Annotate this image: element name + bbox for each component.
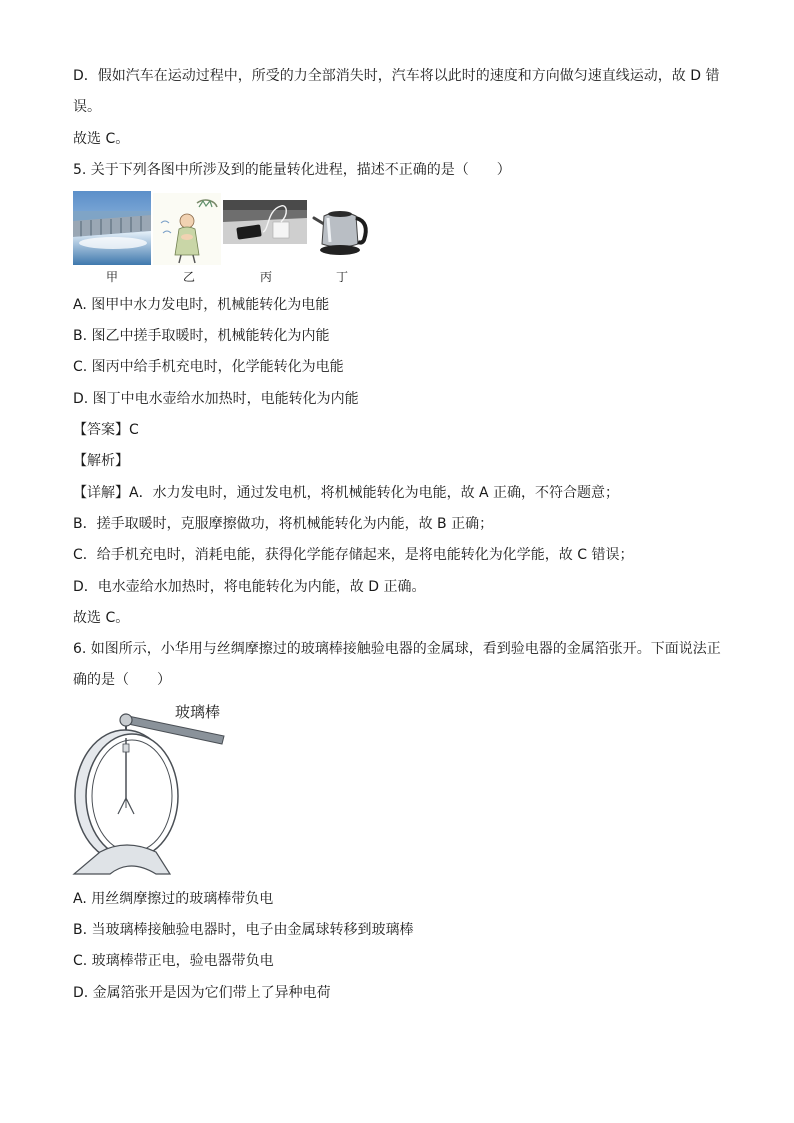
q5-analysis-line-b: B．搓手取暖时，克服摩擦做功，将机械能转化为内能，故 B 正确； — [73, 516, 494, 532]
rubbing-hands-image — [153, 193, 221, 265]
hydro-dam-image — [73, 191, 151, 265]
q6-option-c: C. 玻璃棒带正电，验电器带负电 — [73, 953, 274, 969]
q5-option-a: A. 图甲中水力发电时，机械能转化为电能 — [73, 297, 330, 313]
q5-analysis-line-c: C．给手机充电时，消耗电能，获得化学能存储起来，是将电能转化为化学能，故 C 错误； — [73, 547, 634, 563]
q5-option-d: D. 图丁中电水壶给水加热时，电能转化为内能 — [73, 391, 359, 407]
q6-option-d: D. 金属箔张开是因为它们带上了异种电荷 — [73, 985, 331, 1001]
caption-bing: 丙 — [259, 270, 272, 284]
caption-yi: 乙 — [182, 270, 195, 284]
q5-analysis-heading: 【解析】 — [73, 453, 129, 469]
q5-answer: 【答案】C — [73, 422, 139, 438]
prev-option-d-line1: D．假如汽车在运动过程中，所受的力全部消失时，汽车将以此时的速度和方向做匀速直线运动，故 D 错 — [73, 68, 720, 84]
q6-option-b: B. 当玻璃棒接触验电器时，电子由金属球转移到玻璃棒 — [73, 922, 414, 938]
q6-stem-line2: 确的是（ ） — [73, 672, 171, 688]
phone-charging-image — [223, 200, 307, 244]
q5-choose: 故选 C。 — [73, 610, 130, 626]
prev-choose: 故选 C。 — [73, 131, 130, 147]
q5-option-c: C. 图丙中给手机充电时，化学能转化为电能 — [73, 359, 344, 375]
q5-analysis-line-a: 【详解】A．水力发电时，通过发电机，将机械能转化为电能，故 A 正确，不符合题意； — [73, 485, 620, 501]
electric-kettle-image — [310, 200, 372, 260]
q5-option-b: B. 图乙中搓手取暖时，机械能转化为内能 — [73, 328, 330, 344]
caption-jia: 甲 — [105, 270, 118, 284]
q6-option-a: A. 用丝绸摩擦过的玻璃棒带负电 — [73, 891, 274, 907]
electroscope-diagram — [70, 702, 230, 877]
prev-option-d-line2: 误。 — [73, 99, 101, 115]
caption-ding: 丁 — [335, 270, 348, 284]
q5-analysis-line-d: D．电水壶给水加热时，将电能转化为内能，故 D 正确。 — [73, 579, 426, 595]
q6-stem-line1: 6. 如图所示，小华用与丝绸摩擦过的玻璃棒接触验电器的金属球，看到验电器的金属箔张开。下面说法正 — [73, 641, 721, 657]
q5-stem: 5. 关于下列各图中所涉及到的能量转化进程，描述不正确的是（ ） — [73, 162, 511, 178]
glass-rod-label: 玻璃棒 — [175, 703, 221, 721]
